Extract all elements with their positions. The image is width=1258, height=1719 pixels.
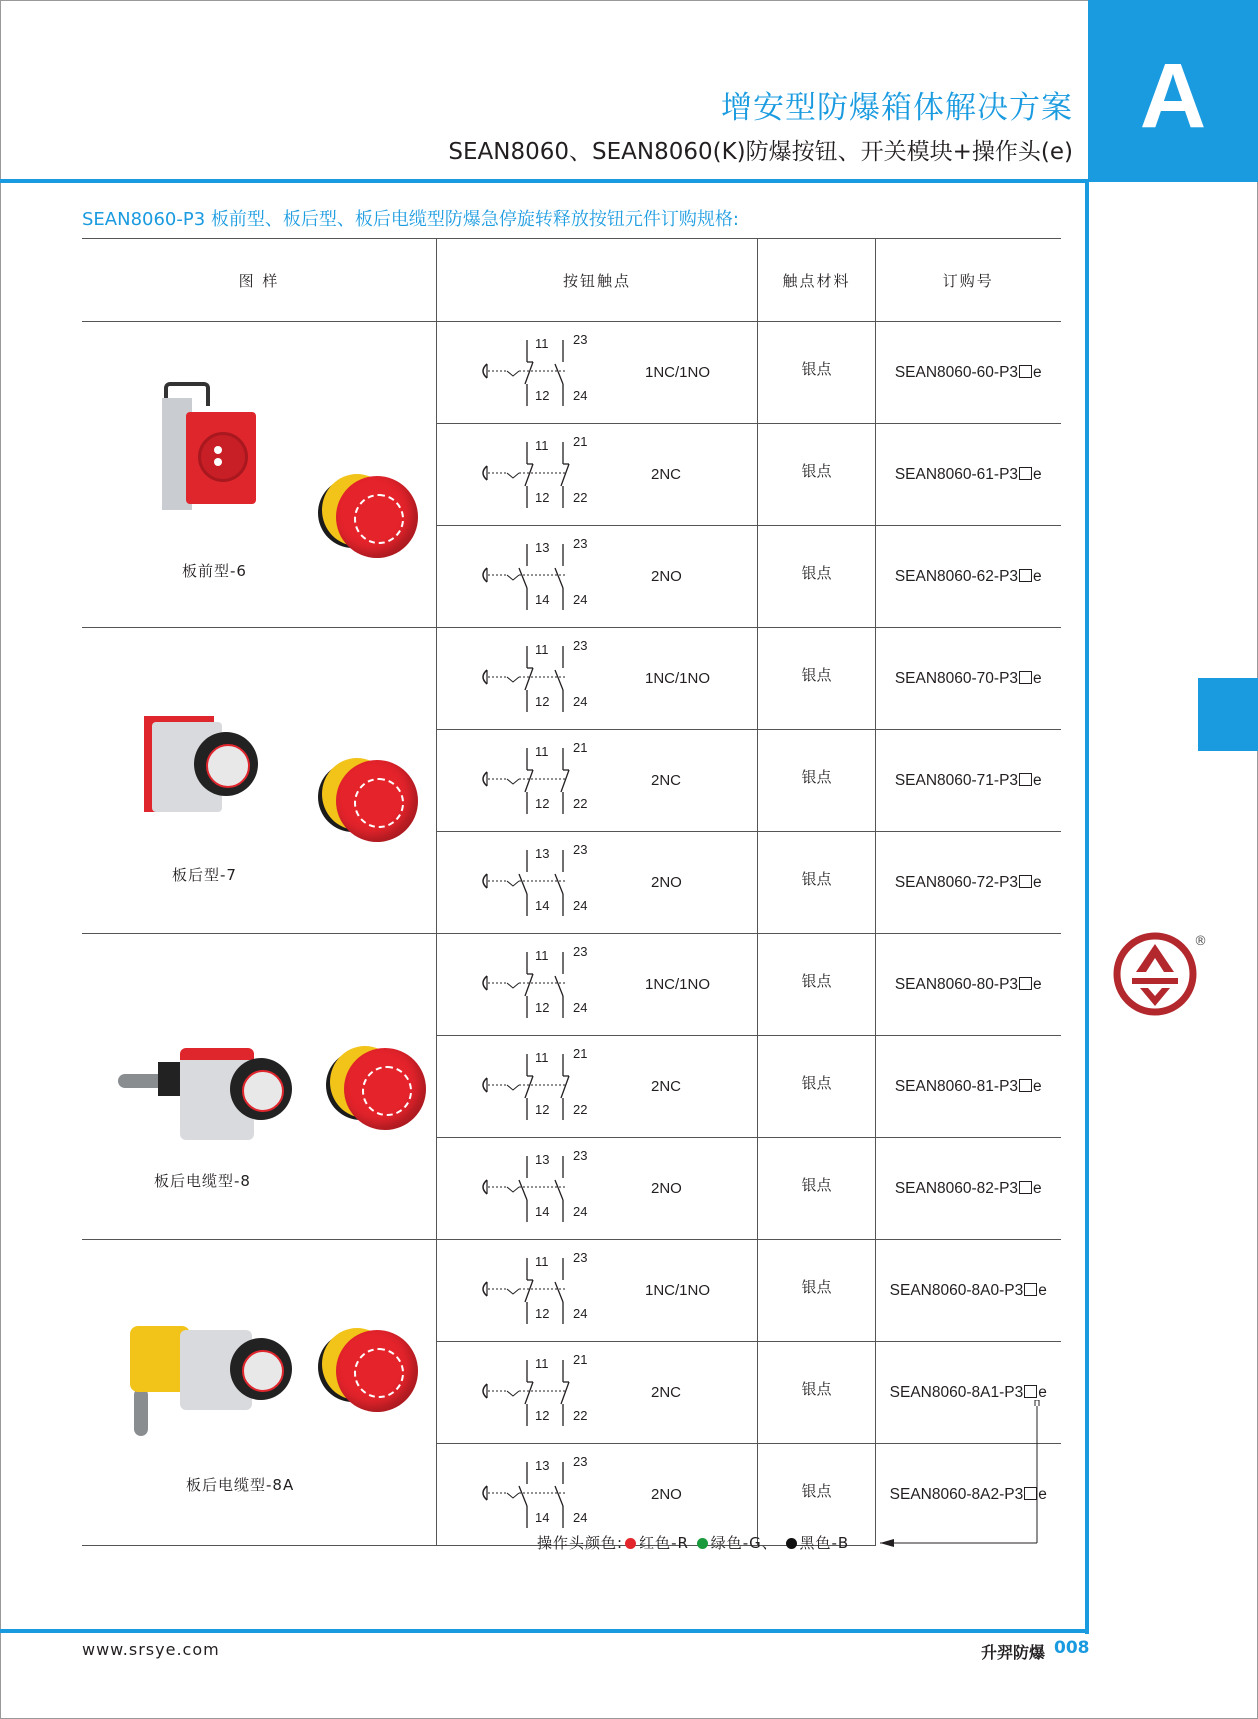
terminal-number: 14: [535, 1204, 550, 1219]
table-row: [82, 934, 1061, 1036]
terminal-number: 23: [573, 842, 588, 857]
order-prefix: SEAN8060-70-P3: [894, 669, 1019, 687]
note-green: 绿色-G、: [710, 1534, 778, 1552]
order-prefix: SEAN8060-81-P3: [894, 1077, 1019, 1095]
front-panel-module-icon: [162, 382, 258, 512]
terminal-number: 12: [535, 1102, 550, 1117]
order-suffix: e: [1033, 567, 1042, 585]
header-contacts: 按钮触点: [437, 239, 758, 322]
registered-mark: ®: [1194, 934, 1207, 949]
order-number: [876, 1240, 1061, 1342]
rear-panel-module-icon: [144, 716, 264, 816]
page-title: 增安型防爆箱体解决方案: [721, 90, 1073, 126]
terminal-number: 13: [535, 540, 550, 555]
order-prefix: SEAN8060-80-P3: [894, 975, 1019, 993]
contact-material: 银点: [758, 1444, 876, 1546]
terminal-number: 22: [573, 796, 588, 811]
order-prefix: SEAN8060-8A2-P3: [889, 1485, 1024, 1503]
terminal-number: 12: [535, 490, 550, 505]
terminal-number: 24: [573, 592, 588, 607]
contact-type: 2NO: [651, 1180, 682, 1197]
spec-table: [82, 238, 1061, 1546]
contact-cell: [437, 1240, 758, 1342]
table-body: [82, 322, 1061, 1546]
contact-cell: [437, 424, 758, 526]
black-dot-icon: [786, 1538, 797, 1549]
terminal-number: 23: [573, 638, 588, 653]
figure-caption: 板前型-6: [182, 562, 247, 580]
order-number: [876, 526, 1061, 628]
table-row: [82, 628, 1061, 730]
terminal-number: 11: [535, 336, 549, 351]
table-row: [82, 322, 1061, 424]
color-placeholder-box-icon: [1019, 1079, 1032, 1092]
terminal-number: 22: [573, 1102, 588, 1117]
contact-type: 2NO: [651, 874, 682, 891]
figure-cell: [82, 934, 437, 1240]
order-suffix: e: [1038, 1383, 1047, 1401]
note-red: 红色-R: [639, 1534, 689, 1552]
terminal-number: 24: [573, 1204, 588, 1219]
order-prefix: SEAN8060-8A0-P3: [889, 1281, 1024, 1299]
contact-material: 银点: [758, 1240, 876, 1342]
color-placeholder-box-icon: [1019, 773, 1032, 786]
section-title: SEAN8060-P3 板前型、板后型、板后电缆型防爆急停旋转释放按钮元件订购规格:: [82, 209, 739, 230]
order-suffix: e: [1033, 873, 1042, 891]
contact-cell: [437, 832, 758, 934]
contact-cell: [437, 526, 758, 628]
emergency-stop-head-icon: [318, 1326, 418, 1414]
contact-material: 银点: [758, 1036, 876, 1138]
order-prefix: SEAN8060-72-P3: [894, 873, 1019, 891]
terminal-number: 23: [573, 1250, 588, 1265]
terminal-number: 11: [535, 1356, 549, 1371]
terminal-number: 21: [573, 1352, 588, 1367]
operator-color-note: [537, 1532, 849, 1553]
product-image: [82, 322, 436, 601]
terminal-number: 14: [535, 592, 550, 607]
terminal-number: 23: [573, 332, 588, 347]
figure-caption: 板后电缆型-8: [154, 1172, 251, 1190]
figure-cell: [82, 322, 437, 628]
contact-material: 银点: [758, 526, 876, 628]
terminal-number: 23: [573, 536, 588, 551]
terminal-number: 11: [535, 744, 549, 759]
contact-material: 银点: [758, 628, 876, 730]
green-dot-icon: [697, 1538, 708, 1549]
terminal-number: 12: [535, 1306, 550, 1321]
section-tab: [1088, 0, 1258, 182]
side-marker: [1198, 678, 1258, 751]
product-image: [82, 934, 436, 1213]
terminal-number: 12: [535, 796, 550, 811]
order-number: [876, 628, 1061, 730]
rear-cable-module-icon: [118, 1042, 298, 1142]
color-placeholder-box-icon: [1019, 977, 1032, 990]
figure-caption: 板后型-7: [172, 866, 237, 884]
contact-type: 1NC/1NO: [645, 364, 711, 381]
terminal-number: 11: [535, 642, 549, 657]
order-suffix: e: [1033, 1179, 1042, 1197]
order-suffix: e: [1038, 1281, 1047, 1299]
contact-cell: [437, 1036, 758, 1138]
color-placeholder-box-icon: [1019, 467, 1032, 480]
emergency-stop-head-icon: [326, 1044, 426, 1132]
contact-cell: [437, 1342, 758, 1444]
contact-type: 1NC/1NO: [645, 976, 711, 993]
header-rule: [0, 179, 1088, 183]
terminal-number: 21: [573, 1046, 588, 1061]
contact-material: 银点: [758, 424, 876, 526]
terminal-number: 22: [573, 490, 588, 505]
order-number: [876, 730, 1061, 832]
figure-cell: [82, 628, 437, 934]
order-suffix: e: [1033, 771, 1042, 789]
terminal-number: 24: [573, 694, 588, 709]
note-label: 操作头颜色:: [537, 1534, 624, 1552]
contact-material: 银点: [758, 1342, 876, 1444]
contact-material: 银点: [758, 322, 876, 424]
terminal-number: 21: [573, 740, 588, 755]
contact-material: 银点: [758, 1138, 876, 1240]
frame-right-rule: [1085, 182, 1089, 1634]
brand-logo: [1112, 932, 1198, 1016]
header-order-number: 订购号: [876, 239, 1061, 322]
terminal-number: 11: [535, 438, 549, 453]
terminal-number: 11: [535, 948, 549, 963]
contact-type: 2NC: [651, 1078, 682, 1095]
order-suffix: e: [1033, 363, 1042, 381]
contact-material: 银点: [758, 832, 876, 934]
order-number: [876, 1138, 1061, 1240]
color-placeholder-box-icon: [1024, 1385, 1037, 1398]
footer-website[interactable]: www.srsye.com: [82, 1640, 220, 1659]
contact-type: 2NO: [651, 568, 682, 585]
color-placeholder-box-icon: [1019, 1181, 1032, 1194]
contact-type: 2NC: [651, 466, 682, 483]
order-suffix: e: [1033, 465, 1042, 483]
order-number: [876, 1036, 1061, 1138]
contact-cell: [437, 730, 758, 832]
table-header-row: [82, 239, 1061, 322]
section-letter: A: [1139, 45, 1207, 147]
color-placeholder-box-icon: [1019, 875, 1032, 888]
note-black: 黑色-B: [799, 1534, 850, 1552]
terminal-number: 11: [535, 1050, 549, 1065]
terminal-number: 12: [535, 1408, 550, 1423]
footer-brand: 升羿防爆: [980, 1643, 1045, 1662]
color-placeholder-box-icon: [1019, 365, 1032, 378]
figure-caption: 板后电缆型-8A: [186, 1476, 295, 1494]
order-prefix: SEAN8060-60-P3: [894, 363, 1019, 381]
contact-type: 2NO: [651, 1486, 682, 1503]
contact-type: 2NC: [651, 1384, 682, 1401]
color-placeholder-box-icon: [1019, 671, 1032, 684]
contact-material: 银点: [758, 934, 876, 1036]
order-suffix: e: [1033, 669, 1042, 687]
terminal-number: 24: [573, 1510, 588, 1525]
terminal-number: 12: [535, 388, 550, 403]
order-prefix: SEAN8060-8A1-P3: [889, 1383, 1024, 1401]
note-leader-line: [870, 1400, 1050, 1550]
terminal-number: 21: [573, 434, 588, 449]
color-placeholder-box-icon: [1019, 569, 1032, 582]
contact-cell: [437, 628, 758, 730]
terminal-number: 12: [535, 694, 550, 709]
terminal-number: 24: [573, 388, 588, 403]
terminal-number: 24: [573, 898, 588, 913]
frame-bottom-rule: [0, 1629, 1089, 1633]
terminal-number: 13: [535, 1152, 550, 1167]
order-number: [876, 424, 1061, 526]
terminal-number: 23: [573, 944, 588, 959]
table-row: [82, 1240, 1061, 1342]
contact-cell: [437, 1138, 758, 1240]
contact-cell: [437, 1444, 758, 1546]
product-image: [82, 628, 436, 907]
contact-type: 2NC: [651, 772, 682, 789]
terminal-number: 12: [535, 1000, 550, 1015]
emergency-stop-head-icon: [318, 472, 418, 560]
order-prefix: SEAN8060-71-P3: [894, 771, 1019, 789]
terminal-number: 24: [573, 1306, 588, 1321]
order-number: [876, 934, 1061, 1036]
terminal-number: 14: [535, 1510, 550, 1525]
terminal-number: 14: [535, 898, 550, 913]
page-subtitle: SEAN8060、SEAN8060(K)防爆按钮、开关模块+操作头(e): [448, 139, 1073, 165]
terminal-number: 23: [573, 1454, 588, 1469]
color-placeholder-box-icon: [1024, 1283, 1037, 1296]
contact-cell: [437, 322, 758, 424]
terminal-number: 13: [535, 846, 550, 861]
order-prefix: SEAN8060-62-P3: [894, 567, 1019, 585]
header-figure: 图 样: [82, 239, 437, 322]
terminal-number: 22: [573, 1408, 588, 1423]
terminal-number: 23: [573, 1148, 588, 1163]
terminal-number: 24: [573, 1000, 588, 1015]
terminal-number: 11: [535, 1254, 549, 1269]
order-prefix: SEAN8060-82-P3: [894, 1179, 1019, 1197]
order-prefix: SEAN8060-61-P3: [894, 465, 1019, 483]
figure-cell: [82, 1240, 437, 1546]
order-suffix: e: [1033, 975, 1042, 993]
contact-material: 银点: [758, 730, 876, 832]
order-suffix: e: [1038, 1485, 1047, 1503]
page-number: 008: [1054, 1638, 1090, 1658]
rear-cable-module-8a-icon: [130, 1316, 310, 1436]
order-number: [876, 832, 1061, 934]
contact-cell: [437, 934, 758, 1036]
emergency-stop-head-icon: [318, 756, 418, 844]
header-material: 触点材料: [758, 239, 876, 322]
red-dot-icon: [625, 1538, 636, 1549]
terminal-number: 13: [535, 1458, 550, 1473]
contact-type: 1NC/1NO: [645, 670, 711, 687]
order-suffix: e: [1033, 1077, 1042, 1095]
contact-type: 1NC/1NO: [645, 1282, 711, 1299]
order-number: [876, 322, 1061, 424]
